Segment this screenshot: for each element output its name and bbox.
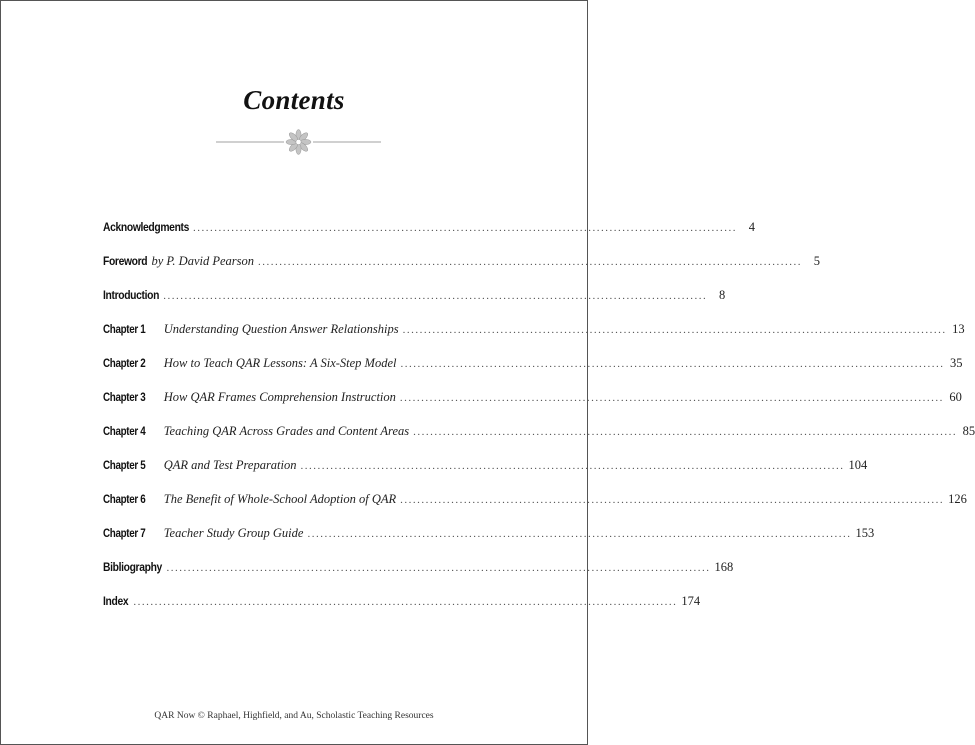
toc-entry-chapter-5[interactable] <box>103 458 868 478</box>
chapter-label: Chapter 7 <box>103 526 146 540</box>
dot-leader: ................................................................................................................................ <box>133 596 678 608</box>
dot-leader: ................................................................................................................................ <box>399 392 944 404</box>
page-title: Contents <box>243 85 345 115</box>
chapter-title: Teacher Study Group Guide <box>163 526 304 540</box>
entry-label: Bibliography <box>103 560 162 574</box>
entry-page: 4 <box>748 220 756 234</box>
dot-leader: ................................................................................................................................ <box>402 324 947 336</box>
chapter-label: Chapter 3 <box>103 390 146 404</box>
entry-page: 13 <box>952 322 965 336</box>
toc-entry-chapter-6[interactable] <box>103 492 967 512</box>
toc-entry-chapter-4[interactable] <box>103 424 975 444</box>
chapter-title: QAR and Test Preparation <box>163 458 297 472</box>
entry-page: 8 <box>718 288 726 302</box>
chapter-label: Chapter 5 <box>103 458 146 472</box>
entry-page: 35 <box>950 356 963 370</box>
entry-page: 5 <box>813 254 821 268</box>
chapter-label: Chapter 4 <box>103 424 146 438</box>
toc-entry-chapter-7[interactable] <box>103 526 875 546</box>
chapter-title: Teaching QAR Across Grades and Content Areas <box>163 424 410 438</box>
entry-label: Index <box>103 594 129 608</box>
toc-entry-introduction[interactable] <box>103 288 726 308</box>
chapter-title: The Benefit of Whole-School Adoption of QAR <box>163 492 397 506</box>
page-footer: QAR Now © Raphael, Highfield, and Au, Scholastic Teaching Resources <box>154 711 434 721</box>
dot-leader: ................................................................................................................................ <box>258 256 803 268</box>
entry-label: Acknowledgments <box>103 220 190 234</box>
toc-entry-chapter-1[interactable] <box>103 322 965 342</box>
dot-leader: ................................................................................................................................ <box>166 562 711 574</box>
entry-page: 85 <box>962 424 975 438</box>
entry-page: 174 <box>681 594 701 608</box>
entry-page: 168 <box>714 560 734 574</box>
entry-page: 126 <box>948 492 967 506</box>
dot-leader: ................................................................................................................................ <box>307 528 852 540</box>
chapter-title: How to Teach QAR Lessons: A Six-Step Model <box>163 356 397 370</box>
dot-leader: ................................................................................................................................ <box>400 494 945 506</box>
dot-leader: ................................................................................................................................ <box>400 358 945 370</box>
entry-byline: by P. David Pearson <box>151 254 255 268</box>
chapter-title: How QAR Frames Comprehension Instruction <box>163 390 396 404</box>
toc-entry-acknowledgments[interactable] <box>103 220 756 240</box>
entry-label: Foreword <box>103 254 148 268</box>
dot-leader: ................................................................................................................................ <box>300 460 845 472</box>
toc-entry-chapter-3[interactable] <box>103 390 962 410</box>
chapter-label: Chapter 1 <box>103 322 146 336</box>
entry-label: Introduction <box>103 288 160 302</box>
toc-entry-index[interactable] <box>103 594 701 614</box>
dot-leader: ................................................................................................................................ <box>413 426 958 438</box>
chapter-title: Understanding Question Answer Relationships <box>163 322 399 336</box>
dot-leader: ................................................................................................................................ <box>193 222 738 234</box>
entry-page: 104 <box>848 458 868 472</box>
entry-page: 60 <box>949 390 962 404</box>
entry-page: 153 <box>855 526 875 540</box>
flower-ornament-icon <box>216 129 381 155</box>
toc-entry-bibliography[interactable] <box>103 560 734 580</box>
chapter-label: Chapter 2 <box>103 356 146 370</box>
dot-leader: ................................................................................................................................ <box>163 290 708 302</box>
toc-entry-chapter-2[interactable] <box>103 356 963 376</box>
toc-entry-foreword[interactable] <box>103 254 821 274</box>
chapter-label: Chapter 6 <box>103 492 146 506</box>
